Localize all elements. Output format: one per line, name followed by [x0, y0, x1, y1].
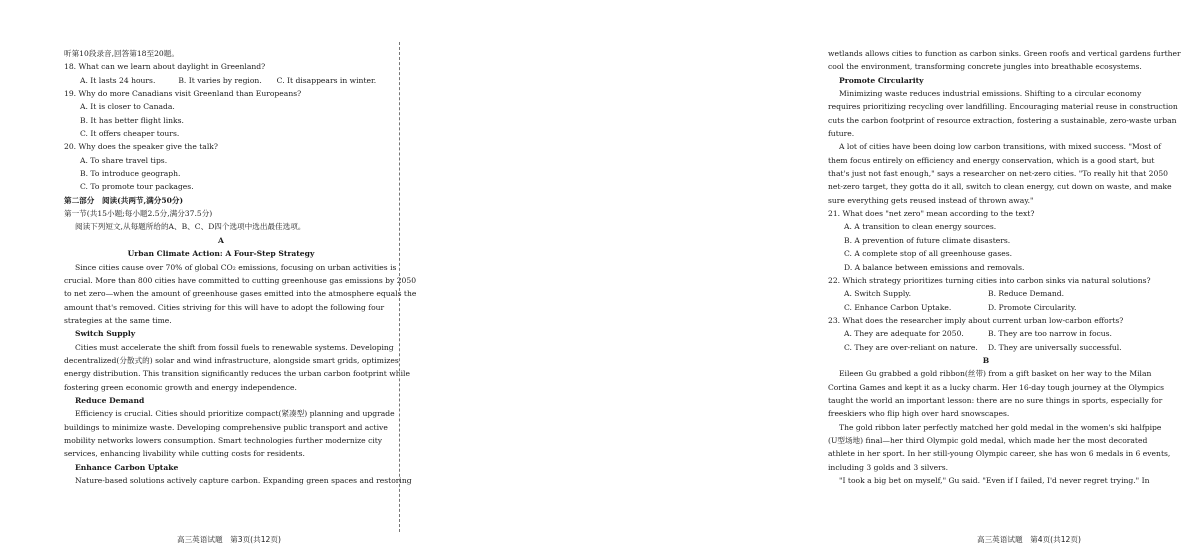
text-line: 19. Why do more Canadians visit Greenland than Europeans? [64, 89, 302, 99]
section-heading: Urban Climate Action: A Four-Step Strategy [127, 249, 315, 259]
text-line: B. It has better flight links. [80, 115, 184, 125]
text-line: 21. What does "net zero" mean according to the text? [828, 209, 1035, 219]
answer-option: B. It varies by region. [178, 75, 262, 85]
answer-option: C. Enhance Carbon Uptake. [844, 302, 952, 312]
text-line: to net zero—when the amount of greenhouse gases emitted into the atmosphere equals the [64, 289, 417, 299]
answer-options-row [828, 327, 1144, 340]
section-heading: 第二部分 阅读(共两节,满分50分) [64, 195, 184, 205]
right-page-text [828, 47, 1181, 487]
text-line: 23. What does the researcher imply about current urban low-carbon efforts? [828, 315, 1124, 325]
answer-option: C. It disappears in winter. [276, 75, 377, 85]
text-line: Efficiency is crucial. Cities should prioritize compact(紧凑型) planning and upgrade [75, 409, 395, 419]
text-line: A. To share travel tips. [80, 155, 168, 165]
text-line: sure everything gets reused instead of thrown away." [828, 195, 1034, 205]
text-line: fostering green economic growth and energy independence. [64, 382, 297, 392]
text-line: Since cities cause over 70% of global CO₂ emissions, focusing on urban activities is [75, 262, 397, 272]
text-line: 22. Which strategy prioritizes turning cities into carbon sinks via natural solutions? [828, 275, 1151, 285]
text-line: The gold ribbon later perfectly matched her gold medal in the women's ski halfpipe [839, 422, 1162, 432]
text-line: wetlands allows cities to function as carbon sinks. Green roofs and vertical gardens further [828, 49, 1181, 58]
text-line: A lot of cities have been doing low carbon transitions, with mixed success. "Most of [839, 142, 1162, 152]
answer-options-row [828, 341, 1144, 354]
text-line: "I took a big bet on myself," Gu said. "Even if I failed, I'd never regret trying." In [839, 476, 1150, 485]
answer-option: C. They are over-reliant on nature. [844, 342, 978, 352]
text-line: cool the environment, transforming concrete jungles into breathable ecosystems. [828, 62, 1142, 72]
answer-option: A. It lasts 24 hours. [80, 75, 156, 85]
text-line: strategies at the same time. [64, 315, 172, 325]
answer-option: B. Reduce Demand. [988, 289, 1065, 299]
text-line: requires prioritizing recycling over landfilling. Encouraging material reuse in construction [828, 102, 1178, 112]
left-page-footer: 高三英语试题 第3页(共12页) [177, 535, 281, 544]
text-line: 阅读下列短文,从每题所给的A、B、C、D四个选项中选出最佳选项。 [75, 222, 306, 232]
text-line: C. It offers cheaper tours. [80, 129, 180, 139]
section-heading: B [982, 355, 990, 365]
text-line: 听第10段录音,回答第18至20题。 [64, 49, 179, 58]
text-line: decentralized(分散式的) solar and wind infrastructure, alongside smart grids, optimizes [64, 355, 399, 365]
text-line: future. [828, 129, 855, 139]
text-line: amount that's removed. Cities striving for this will have to adopt the following four [64, 302, 385, 312]
text-line: cuts the carbon footprint of resource extraction, fostering a sustainable, zero-waste urban [828, 115, 1177, 125]
answer-option: A. They are adequate for 2050. [844, 329, 964, 339]
right-page-footer: 高三英语试题 第4页(共12页) [977, 535, 1081, 544]
text-line: Cities must accelerate the shift from fossil fuels to renewable systems. Developing [75, 342, 394, 352]
text-line: that's just not fast enough," says a researcher on net-zero cities. "To really hit that 2050 [828, 169, 1168, 179]
text-line: C. To promote tour packages. [80, 182, 194, 192]
text-line: 第一节(共15小题;每小题2.5分,满分37.5分) [64, 209, 213, 219]
text-line: Nature-based solutions actively capture carbon. Expanding green spaces and restoring [75, 476, 412, 485]
text-line: them focus entirely on efficiency and energy conservation, which is a good start, but [828, 155, 1155, 165]
text-line: services, enhancing livability while cutting costs for residents. [64, 449, 305, 459]
answer-options-row [828, 287, 1144, 300]
answer-options-row [64, 74, 378, 87]
answer-options-row [828, 301, 1144, 314]
text-line: 20. Why does the speaker give the talk? [64, 142, 218, 152]
text-line: freeskiers who flip high over hard snowscapes. [828, 409, 1010, 419]
text-line: buildings to minimize waste. Developing comprehensive public transport and active [64, 422, 388, 432]
text-line: Cortina Games and kept it as a lucky charm. Her 16-day tough journey at the Olympics [828, 382, 1165, 392]
text-line: energy distribution. This transition significantly reduces the urban carbon footprint while [64, 369, 410, 379]
text-line: B. A prevention of future climate disasters. [844, 235, 1011, 245]
answer-option: A. Switch Supply. [844, 289, 911, 299]
answer-option: D. They are universally successful. [988, 342, 1122, 352]
text-line: 18. What can we learn about daylight in Greenland? [64, 62, 266, 72]
text-line: net-zero target, they gotta do it all, switch to clean energy, cut down on waste, and make [828, 182, 1172, 192]
section-heading: Reduce Demand [75, 395, 145, 405]
text-line: mobility networks lowers consumption. Smart technologies further modernize city [64, 435, 383, 445]
text-line: C. A complete stop of all greenhouse gases. [844, 249, 1013, 259]
text-line: Eileen Gu grabbed a gold ribbon(丝带) from a gift basket on her way to the Milan [839, 369, 1152, 379]
answer-option: D. Promote Circularity. [988, 302, 1077, 312]
section-heading: Enhance Carbon Uptake [75, 462, 179, 472]
text-line: including 3 golds and 3 silvers. [828, 462, 949, 472]
section-heading: Switch Supply [75, 329, 136, 339]
text-line: (U型场地) final—her third Olympic gold medal, which made her the most decorated [828, 435, 1148, 445]
section-heading: Promote Circularity [839, 75, 924, 85]
right-page [400, 0, 1181, 558]
text-line: crucial. More than 800 cities have committed to cutting greenhouse gas emissions by 2050 [64, 275, 417, 285]
text-line: B. To introduce geograph. [80, 169, 181, 179]
text-line: taught the world an important lesson: there are no sure things in sports, especially for [828, 395, 1163, 405]
left-page [0, 0, 417, 558]
text-line: A. It is closer to Canada. [80, 102, 175, 112]
left-page-text [64, 47, 417, 487]
section-heading: A [218, 235, 224, 245]
text-line: athlete in her sport. In her still-young Olympic career, she has won 6 medals in 6 events, [828, 449, 1171, 459]
text-line: A. A transition to clean energy sources. [844, 222, 997, 232]
text-line: D. A balance between emissions and removals. [844, 262, 1025, 272]
answer-option: B. They are too narrow in focus. [988, 329, 1112, 339]
text-line: Minimizing waste reduces industrial emissions. Shifting to a circular economy [839, 89, 1142, 99]
